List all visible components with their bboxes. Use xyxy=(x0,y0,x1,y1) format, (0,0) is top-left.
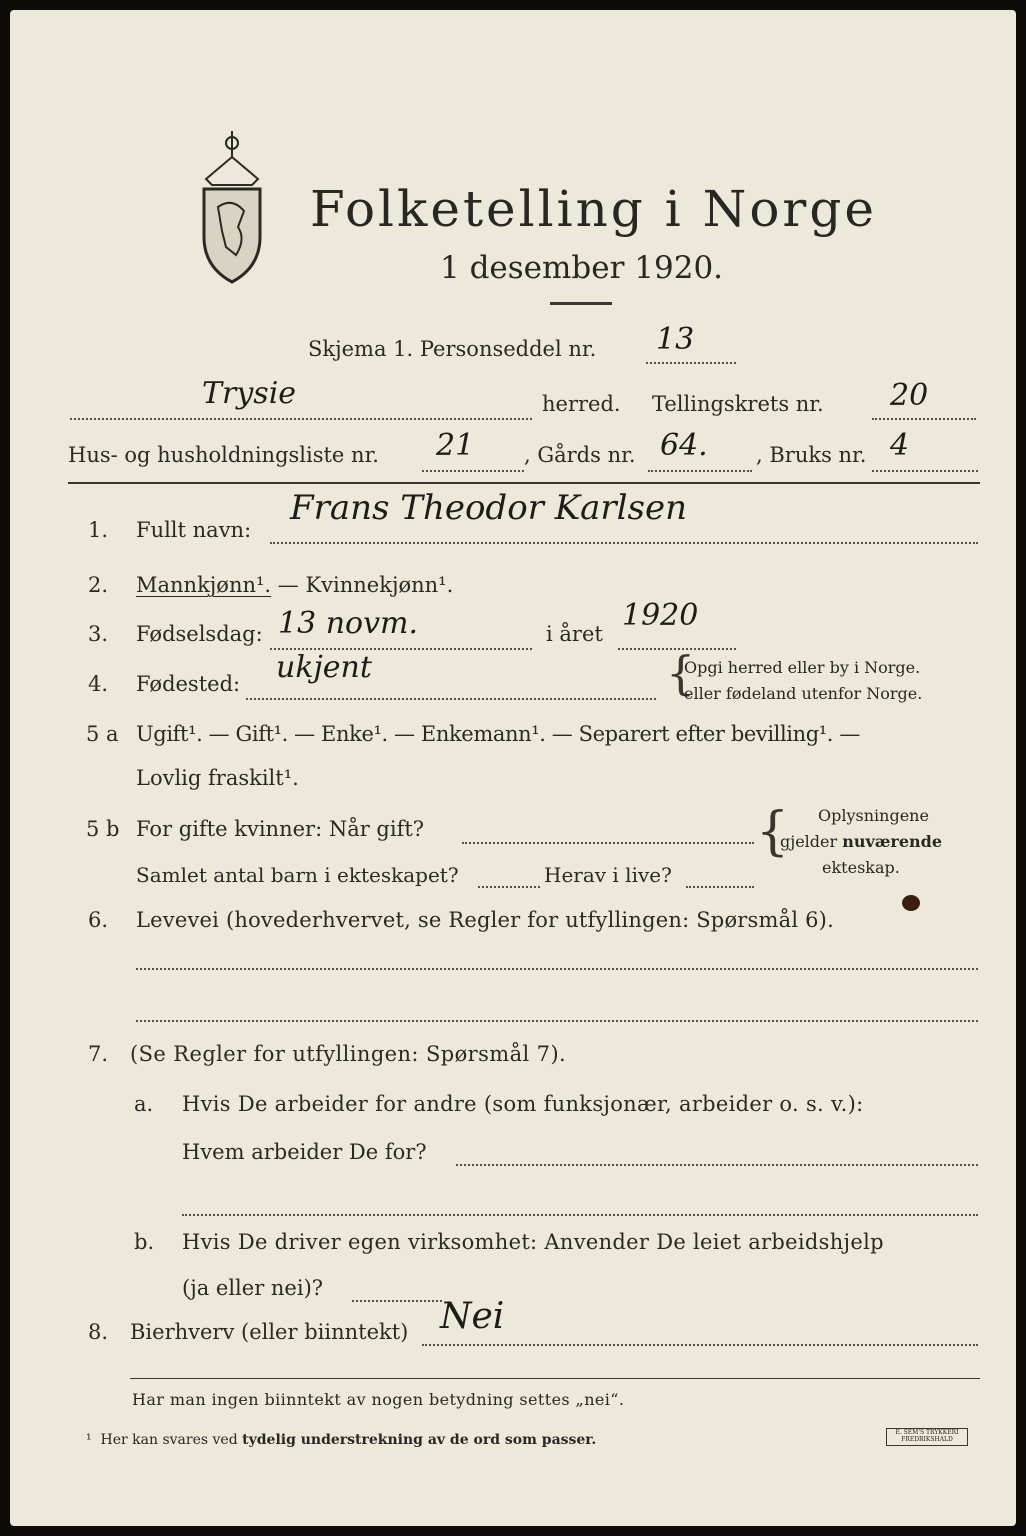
printer-stamp-line2: FREDRIKSHALD xyxy=(901,1436,953,1443)
q7a-text: Hvis De arbeider for andre (som funksjonær, arbeider o. s. v.): xyxy=(182,1092,864,1116)
q7b-question: (ja eller nei)? xyxy=(182,1276,324,1300)
full-name-value[interactable]: Frans Theodor Karlsen xyxy=(290,488,687,528)
husholdningsliste-label: Hus- og husholdningsliste nr. xyxy=(68,443,379,467)
q5b-married-label: For gifte kvinner: Når gift? xyxy=(136,817,425,841)
q6-line-1 xyxy=(136,968,978,970)
schema-line xyxy=(646,362,736,364)
gender-separator: — xyxy=(271,573,306,597)
printer-stamp xyxy=(886,1428,968,1446)
gards-line xyxy=(648,470,752,472)
coat-of-arms-icon xyxy=(192,127,272,287)
bruks-line xyxy=(872,470,978,472)
census-date: 1 desember 1920. xyxy=(440,250,724,286)
footnote-mark: ¹ xyxy=(86,1432,92,1448)
q3-year-label: i året xyxy=(546,622,603,646)
bruks-label: , Bruks nr. xyxy=(756,443,867,467)
birthday-value[interactable]: 13 novm. xyxy=(278,606,419,641)
q8-label: Bierhverv (eller biinntekt) xyxy=(130,1320,409,1344)
marital-status-options[interactable]: Ugift¹. — Gift¹. — Enke¹. — Enkemann¹. — Separert efter bevilling¹. — xyxy=(136,722,860,746)
header-rule xyxy=(68,482,980,484)
herred-value[interactable]: Trysie xyxy=(202,376,297,411)
census-form xyxy=(10,10,1016,1526)
q4-line xyxy=(246,698,656,700)
birth-year-value[interactable]: 1920 xyxy=(622,598,699,633)
marital-status-divorced[interactable]: Lovlig fraskilt¹. xyxy=(136,766,299,790)
q7a-line-1 xyxy=(456,1164,978,1166)
tellingskrets-value[interactable]: 20 xyxy=(890,378,929,413)
side-income-value[interactable]: Nei xyxy=(440,1296,505,1337)
q3-number: 3. xyxy=(88,622,109,646)
q7-number: 7. xyxy=(88,1042,109,1066)
tellingskrets-line xyxy=(872,418,976,420)
q7b-text: Hvis De driver egen virksomhet: Anvender De leiet arbeidshjelp xyxy=(182,1230,884,1254)
tellingskrets-label: Tellingskrets nr. xyxy=(652,392,824,416)
q8-line xyxy=(422,1344,978,1346)
q3-label: Fødselsdag: xyxy=(136,622,263,646)
q7-label: (Se Regler for utfyllingen: Spørsmål 7). xyxy=(130,1042,567,1066)
q4-note-2: eller fødeland utenfor Norge. xyxy=(684,684,923,703)
q5b-number: 5 b xyxy=(86,817,120,841)
gender-female-option[interactable]: Kvinnekjønn¹. xyxy=(305,573,454,597)
q5b-note-2b: nuværende xyxy=(842,832,943,851)
bruks-value[interactable]: 4 xyxy=(890,428,910,463)
q7a-line-2 xyxy=(182,1214,978,1216)
birthplace-value[interactable]: ukjent xyxy=(276,650,372,685)
q5b-alive-label: Herav i live? xyxy=(544,863,672,887)
q1-number: 1. xyxy=(88,518,109,542)
q5b-note-2a: gjelder xyxy=(780,832,838,851)
q8-number: 8. xyxy=(88,1320,109,1344)
husholdningsliste-value[interactable]: 21 xyxy=(436,428,475,463)
q5b-married-line xyxy=(462,842,754,844)
q2-options xyxy=(136,573,453,597)
printer-stamp-line1: E. SEM'S TRYKKERI xyxy=(895,1429,959,1436)
q6-line-2 xyxy=(136,1020,978,1022)
q1-label: Fullt navn: xyxy=(136,518,252,542)
footnote xyxy=(86,1432,596,1448)
q5b-note-3: ekteskap. xyxy=(822,858,900,877)
schema-value[interactable]: 13 xyxy=(656,322,695,357)
q4-note-1: Opgi herred eller by i Norge. xyxy=(684,658,921,677)
q4-number: 4. xyxy=(88,672,109,696)
gards-value[interactable]: 64. xyxy=(660,428,708,463)
title-divider xyxy=(550,302,612,305)
q2-number: 2. xyxy=(88,573,109,597)
q5a-number: 5 a xyxy=(86,722,119,746)
q5b-alive-line xyxy=(686,886,754,888)
herred-label: herred. xyxy=(542,392,621,416)
q5b-note-2 xyxy=(780,832,942,851)
gender-male-option[interactable]: Mannkjønn¹. xyxy=(136,573,272,597)
q7b-letter: b. xyxy=(134,1230,155,1254)
q7a-letter: a. xyxy=(134,1092,154,1116)
q1-line xyxy=(270,542,978,544)
q7b-line xyxy=(352,1300,442,1302)
ink-blot xyxy=(902,895,920,911)
bottom-rule xyxy=(130,1378,980,1379)
q5b-note-1: Oplysningene xyxy=(818,806,929,825)
q5b-children-line xyxy=(478,886,540,888)
q5b-brace: { xyxy=(756,802,790,862)
income-note: Har man ingen biinntekt av nogen betydning settes „nei“. xyxy=(132,1390,625,1409)
footnote-text: Her kan svares ved xyxy=(100,1432,238,1448)
herred-line xyxy=(70,418,532,420)
q4-label: Fødested: xyxy=(136,672,241,696)
form-title: Folketelling i Norge xyxy=(310,180,877,238)
schema-label: Skjema 1. Personseddel nr. xyxy=(308,337,597,361)
q6-number: 6. xyxy=(88,908,109,932)
q6-label: Levevei (hovederhvervet, se Regler for utfyllingen: Spørsmål 6). xyxy=(136,908,834,932)
q7a-question: Hvem arbeider De for? xyxy=(182,1140,427,1164)
husholdningsliste-line xyxy=(422,470,524,472)
footnote-bold: tydelig understrekning av de ord som passer. xyxy=(242,1432,597,1448)
gards-label: , Gårds nr. xyxy=(524,443,636,467)
q5b-children-label: Samlet antal barn i ekteskapet? xyxy=(136,863,459,887)
q4-brace: { xyxy=(666,646,696,700)
